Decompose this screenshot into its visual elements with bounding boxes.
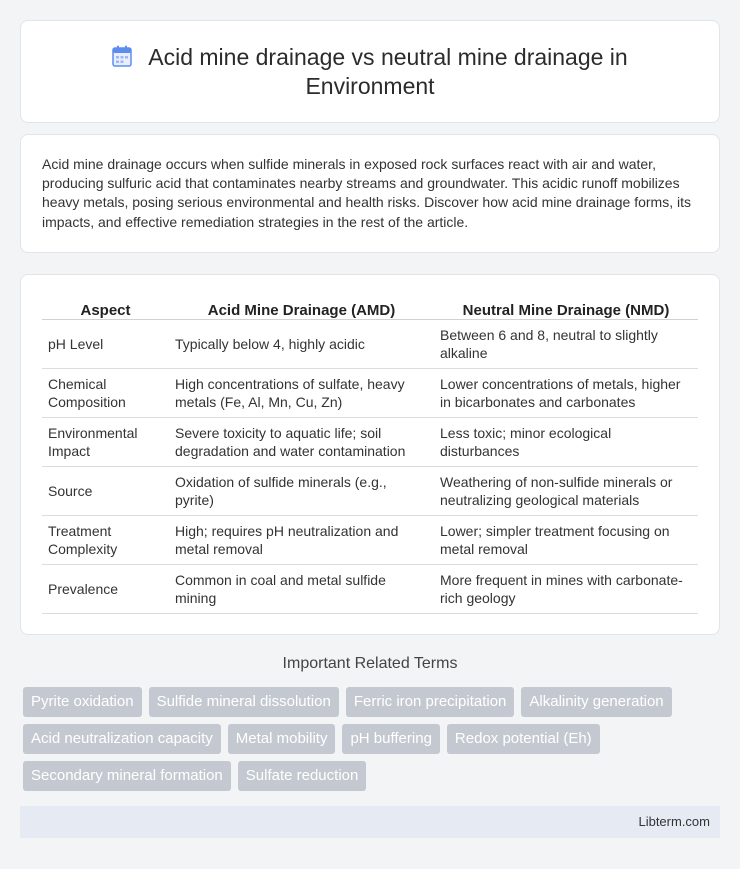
table-row <box>42 467 698 516</box>
cell-aspect: Chemical Composition <box>42 369 169 418</box>
term-tag[interactable]: Acid neutralization capacity <box>23 724 221 754</box>
header-nmd: Neutral Mine Drainage (NMD) <box>434 295 698 320</box>
term-tag[interactable]: Metal mobility <box>228 724 336 754</box>
footer-site-link[interactable]: Libterm.com <box>638 814 710 829</box>
cell-amd: Typically below 4, highly acidic <box>169 320 434 369</box>
title-card <box>20 20 720 123</box>
table-row <box>42 320 698 369</box>
cell-amd: Oxidation of sulfide minerals (e.g., pyrite) <box>169 467 434 516</box>
table-row <box>42 516 698 565</box>
term-tag[interactable]: Sulfide mineral dissolution <box>149 687 339 717</box>
header-amd: Acid Mine Drainage (AMD) <box>169 295 434 320</box>
cell-aspect: Treatment Complexity <box>42 516 169 565</box>
term-tag[interactable]: pH buffering <box>342 724 439 754</box>
cell-amd: High; requires pH neutralization and metal removal <box>169 516 434 565</box>
calendar-icon <box>112 45 132 67</box>
header-aspect: Aspect <box>42 295 169 320</box>
cell-amd: Severe toxicity to aquatic life; soil degradation and water contamination <box>169 418 434 467</box>
term-tag[interactable]: Secondary mineral formation <box>23 761 231 791</box>
page-title-wrap <box>91 43 649 101</box>
page-title: Acid mine drainage vs neutral mine drainage in Environment <box>148 44 628 99</box>
term-tag[interactable]: Pyrite oxidation <box>23 687 142 717</box>
cell-nmd: Between 6 and 8, neutral to slightly alkaline <box>434 320 698 369</box>
related-terms-heading: Important Related Terms <box>282 655 458 672</box>
comparison-card <box>20 274 720 635</box>
cell-aspect: Source <box>42 467 169 516</box>
cell-aspect: pH Level <box>42 320 169 369</box>
term-tag[interactable]: Alkalinity generation <box>521 687 671 717</box>
cell-nmd: Weathering of non-sulfide minerals or neutralizing geological materials <box>434 467 698 516</box>
term-tag[interactable]: Ferric iron precipitation <box>346 687 515 717</box>
related-terms-list <box>23 687 723 791</box>
table-row <box>42 369 698 418</box>
cell-aspect: Prevalence <box>42 565 169 614</box>
intro-paragraph: Acid mine drainage occurs when sulfide minerals in exposed rock surfaces react with air and water, producing sulfuric acid that contaminates nearby streams and groundwater. This acidic runoff mobilizes heavy metals, posing serious environmental and health risks. Discover how acid mine drainage forms, its impacts, and effective remediation strategies in the rest of the article. <box>42 156 691 230</box>
cell-aspect: Environmental Impact <box>42 418 169 467</box>
table-header-row <box>42 295 698 320</box>
term-tag[interactable]: Redox potential (Eh) <box>447 724 600 754</box>
comparison-table <box>42 295 698 614</box>
cell-nmd: More frequent in mines with carbonate-rich geology <box>434 565 698 614</box>
intro-card <box>20 134 720 253</box>
cell-amd: High concentrations of sulfate, heavy metals (Fe, Al, Mn, Cu, Zn) <box>169 369 434 418</box>
cell-nmd: Lower concentrations of metals, higher in bicarbonates and carbonates <box>434 369 698 418</box>
table-row <box>42 418 698 467</box>
footer <box>20 806 720 838</box>
cell-amd: Common in coal and metal sulfide mining <box>169 565 434 614</box>
cell-nmd: Lower; simpler treatment focusing on metal removal <box>434 516 698 565</box>
term-tag[interactable]: Sulfate reduction <box>238 761 367 791</box>
cell-nmd: Less toxic; minor ecological disturbances <box>434 418 698 467</box>
table-row <box>42 565 698 614</box>
